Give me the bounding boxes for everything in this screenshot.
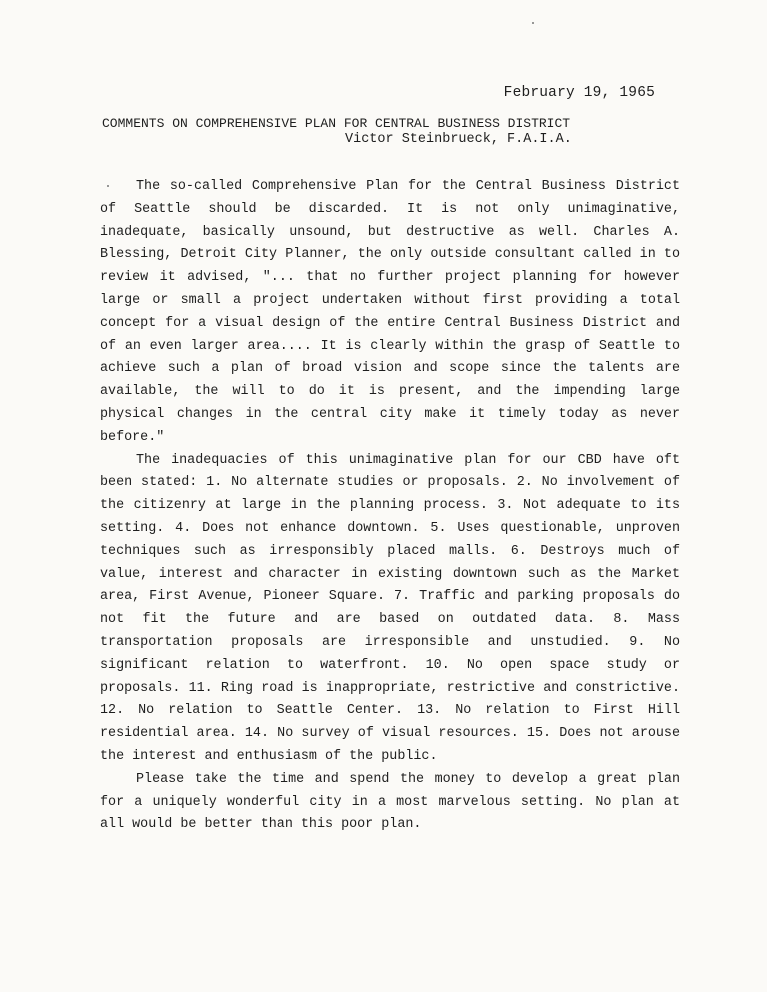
paragraph-3: Please take the time and spend the money to develop a great plan for a uniquely wonderful city in a most marvelous setting. No plan at all would be better than this poor plan. [100,771,680,833]
paragraph-1: The so-called Comprehensive Plan for the Central Business District of Seattle should be discarded. It is not only unimaginative, inadequate, basically unsound, but destructive as well. Charles A. Blessing, Detroit City Planner, the only outside consultant called in to review it advised, "... that no further project planning for however large or small a project undertaken without first providing a total concept for a visual design of the entire Central Business District and of an even larger area.... It is clearly within the grasp of Seattle to achieve such a plan of broad vision and scope since the talents are available, the will to do it is present, and the impending large physical changes in the central city make it timely today as never before." [100,179,680,445]
paper-speck [532,22,534,24]
paragraph-2: The inadequacies of this unimaginative plan for our CBD have oft been stated: 1. No alternate studies or proposals. 2. No involvement of the citizenry at large in the planning process. 3. Not adequate to its setting. 4. Does not enhance downtown. 5. Uses questionable, unproven techniques such as irresponsibly placed malls. 6. Destroys much of value, interest and character in existing downtown such as the Market area, First Avenue, Pioneer Square. 7. Traffic and parking proposals do not fit the future and are based on outdated data. 8. Mass transportation proposals are irresponsible and unstudied. 9. No significant relation to waterfront. 10. No open space study or proposals. 11. Ring road is inappropriate, restrictive and constrictive. 12. No relation to Seattle Center. 13. No relation to First Hill residential area. 14. No survey of visual resources. 15. Does not arouse the interest and enthusiasm of the public. [100,452,680,764]
paper-speck [107,185,109,187]
document-author: Victor Steinbrueck, F.A.I.A. [345,132,572,147]
document-title: COMMENTS ON COMPREHENSIVE PLAN FOR CENTRAL BUSINESS DISTRICT [102,116,571,131]
document-body [100,176,680,837]
document-date: February 19, 1965 [503,85,655,101]
